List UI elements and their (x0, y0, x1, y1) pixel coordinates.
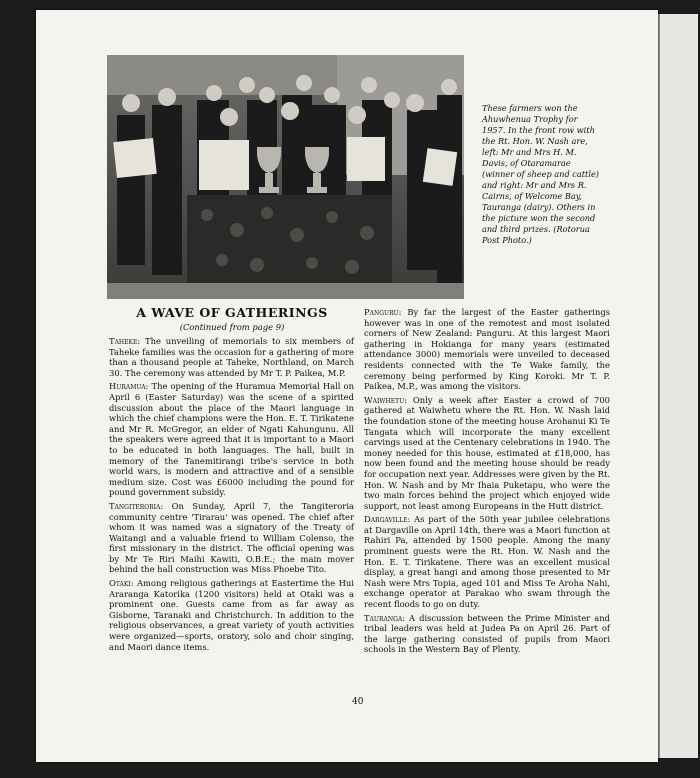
article-subtitle: (Continued from page 9) (179, 322, 285, 332)
paragraph-waiwhetu (364, 395, 610, 512)
place-name: Tangiteroria: (109, 500, 164, 511)
caption-text: These farmers won the Ahuwhenua Trophy for 1957. In the front row with the Rt. Hon. W. Nash are, left: Mr and Mrs H. M. Davis, of Otaramarae (winner of sheep and cattle) and right: Mr and Mrs R. Cairns, of Welcome Bay, Tauranga (dairy). Others in the picture won the second and third prizes. (Rotorua Post Photo.) (482, 103, 600, 245)
paragraph-text: A discussion between the Prime Minister and tribal leaders was held at Judea Pa on April 26. Part of the large gathering consisted of pupils from Maori schools in the Western Bay of Plenty. (364, 612, 610, 655)
article-column-1 (109, 336, 354, 655)
place-name: Taheke: (109, 336, 141, 346)
paragraph-taheke (109, 336, 354, 378)
place-name: Tauranga: (364, 612, 406, 623)
place-name: Panguru: (364, 307, 402, 317)
place-name: Otaki: (109, 578, 134, 589)
paragraph-dargaville (364, 514, 610, 609)
paragraph-huramua (109, 381, 354, 498)
page-number: 40 (352, 697, 364, 707)
place-name: Dargaville: (364, 514, 411, 525)
group-photo (107, 55, 464, 299)
paragraph-tauranga (364, 613, 610, 655)
paragraph-text: Only a week after Easter a crowd of 700 gathered at Waiwhetu where the Rt. Hon. W. Nash laid the foundation stone of the meeting house Arohanui Ki Te Tangata which will incorporate the many excellent carvings used at the Centenary celebrations in 1940. The money needed for this house, estimated at £18,000, has now been found and the meeting house should be ready for occupation next year. Addresses were given by the Rt. Hon. W. Nash and by Mr Ihaia Puketapu, who were the two main forces behind the project which enjoyed wide support, not least among Europeans in the Hutt district. (364, 394, 610, 511)
paragraph-tangiteroria (109, 501, 354, 575)
paragraph-text: The unveiling of memorials to six members of Taheke families was the occasion for a gathering of more than a thousand people at Taheke, Northland, on March 30. The ceremony was attended by Mr T. P. Paikea, M.P. (109, 336, 354, 378)
place-name: Huramua: (109, 381, 149, 392)
paragraph-text: On Sunday, April 7, the Tangiteroria community centre 'Tirarau' was opened. The chief after whom it was named was a signatory of the Treaty of Waitangi and a valuable friend to William Colenso, the first missionary in the district. The official opening was by Mr Te Riri Maihi Kawiti, O.B.E.; the main mover behind the hall construction was Miss Phoebe Tito. (109, 500, 354, 575)
paragraph-panguru (364, 307, 610, 392)
paragraph-text: Among religious gatherings at Eastertime the Hui Araranga Katorika (1200 visitors) held at Otaki was a prominent one. Guests came from as far away as Gisborne, Taranaki and Christchurch. In addition to the religious observances, a great variety of youth activities were organized—sports, oratory, solo and choir singing, and Maori dance items. (109, 578, 354, 652)
paragraph-text: The opening of the Huramua Memorial Hall on April 6 (Easter Saturday) was the scene of a spirited discussion about the place of the Maori language in which the chief champions were the Hon. E. T. Tirikatene and Mr R. McGregor, an elder of Ngati Kahungunu. All the speakers were agreed that it is important to a Maori to be educated in both languages. The hall, built in memory of the Tanemitirangi tribe's service in both world wars, is modern and attractive and of a sensible medium size. Cost was £6000 including the pound for pound government subsidy. (109, 381, 354, 498)
page-gutter (658, 14, 660, 758)
place-name: Waiwhetu: (364, 394, 407, 405)
paragraph-otaki (109, 578, 354, 652)
article-title: A WAVE OF GATHERINGS (136, 305, 328, 320)
article-column-2 (364, 307, 610, 658)
photo-caption (482, 103, 602, 246)
paragraph-text: As part of the 50th year jubilee celebrations at Dargaville on April 14th, there was a Maori function at Rahiri Pa, attended by 1500 people. Among the many prominent guests were the Rt. Hon. W. Nash and the Hon. E. T. Tirikatene. There was an excellent musical display, a great hangi and among those presented to Mr Nash were Mrs Topia, aged 101 and Miss Te Aroha Nahi, exchange operator at Parakao who swam through the recent floods to go on duty. (364, 514, 611, 610)
paragraph-text: By far the largest of the Easter gatherings however was in one of the remotest and most isolated corners of New Zealand: Panguru. At this largest Maori gathering in Hokianga for many years (estimated attendance 3000) memorials were unveiled to deceased residents connected with the Te Wake family, the ceremony being performed by King Koroki. Mr T. P. Paikea, M.P., was among the visitors. (364, 307, 610, 392)
